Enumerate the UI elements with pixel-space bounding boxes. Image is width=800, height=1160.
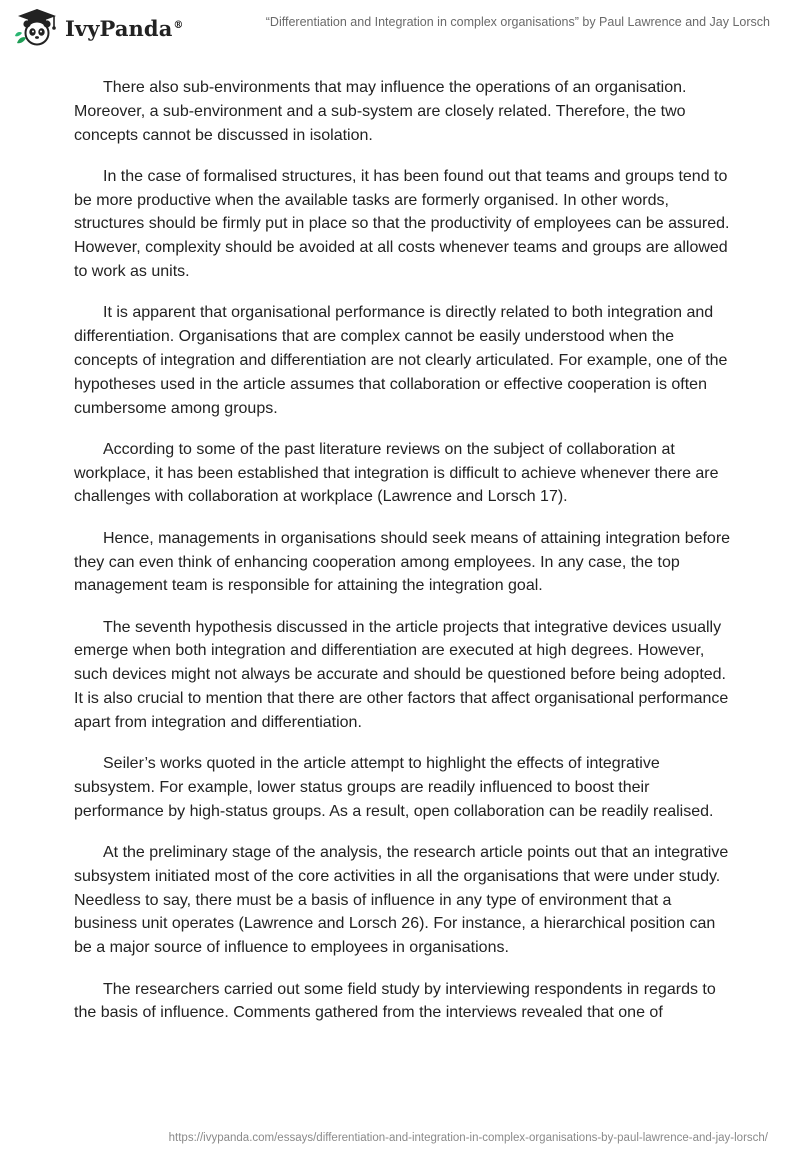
paragraph: The seventh hypothesis discussed in the article projects that integrative devices usually emerge when both integration and differentiation are executed at high degrees. However, such devices might not always be accurate and should be questioned before being adopted. It is also crucial to mention that there are other factors that affect organisational performance apart from integration and differentiation.: [74, 618, 729, 731]
logo-text: IvyPanda®: [65, 15, 184, 41]
registered-mark: ®: [173, 19, 184, 31]
ivypanda-logo[interactable]: [14, 7, 184, 47]
essay-body: [74, 76, 734, 1043]
paragraph: Hence, managements in organisations should seek means of attaining integration before they can even think of enhancing cooperation among employees. In any case, the top management team is responsible for attaining the integration goal.: [74, 529, 731, 595]
paragraph: The researchers carried out some field study by interviewing respondents in regards to the basis of influence. Comments gathered from the interviews revealed that one of: [74, 980, 716, 1022]
panda-graduate-icon: [14, 7, 60, 47]
document-title: “Differentiation and Integration in complex organisations” by Paul Lawrence and Jay Lorsch: [265, 15, 770, 29]
source-url-link[interactable]: https://ivypanda.com/essays/differentiation-and-integration-in-complex-organisations-by-paul-lawrence-and-jay-lorsch/: [168, 1132, 768, 1144]
paragraph: Seiler’s works quoted in the article attempt to highlight the effects of integrative subsystem. For example, lower status groups are readily influenced to boost their performance by high-status groups. As a result, open collaboration can be readily realised.: [74, 755, 714, 820]
paragraph: At the preliminary stage of the analysis, the research article points out that an integrative subsystem initiated most of the core activities in all the organisations that were under study. Needless to say, there must be a basis of influence in any type of environment that a business unit operates (Lawrence and Lorsch 26). For instance, a hierarchical position can be a major source of influence to employees in organisations.: [74, 844, 729, 957]
page-header: [0, 0, 800, 56]
paragraph: According to some of the past literature reviews on the subject of collaboration at workplace, it has been established that integration is difficult to achieve whenever there are challenges with collaboration at workplace (Lawrence and Lorsch 17).: [74, 440, 719, 506]
paragraph: In the case of formalised structures, it has been found out that teams and groups tend to be more productive when the available tasks are formerly organised. In other words, structures should be firmly put in place so that the productivity of employees can be assured. However, complexity should be avoided at all costs whenever teams and groups are allowed to work as units.: [74, 167, 730, 281]
paragraph: It is apparent that organisational performance is directly related to both integration and differentiation. Organisations that are complex cannot be easily understood when the concepts of integration and differentiation are not clearly articulated. For example, one of the hypotheses used in the article assumes that collaboration or effective cooperation is often cumbersome among groups.: [74, 304, 728, 417]
paragraph: There also sub-environments that may influence the operations of an organisation. Moreover, a sub-environment and a sub-system are closely related. Therefore, the two concepts cannot be discussed in isolation.: [74, 79, 687, 144]
